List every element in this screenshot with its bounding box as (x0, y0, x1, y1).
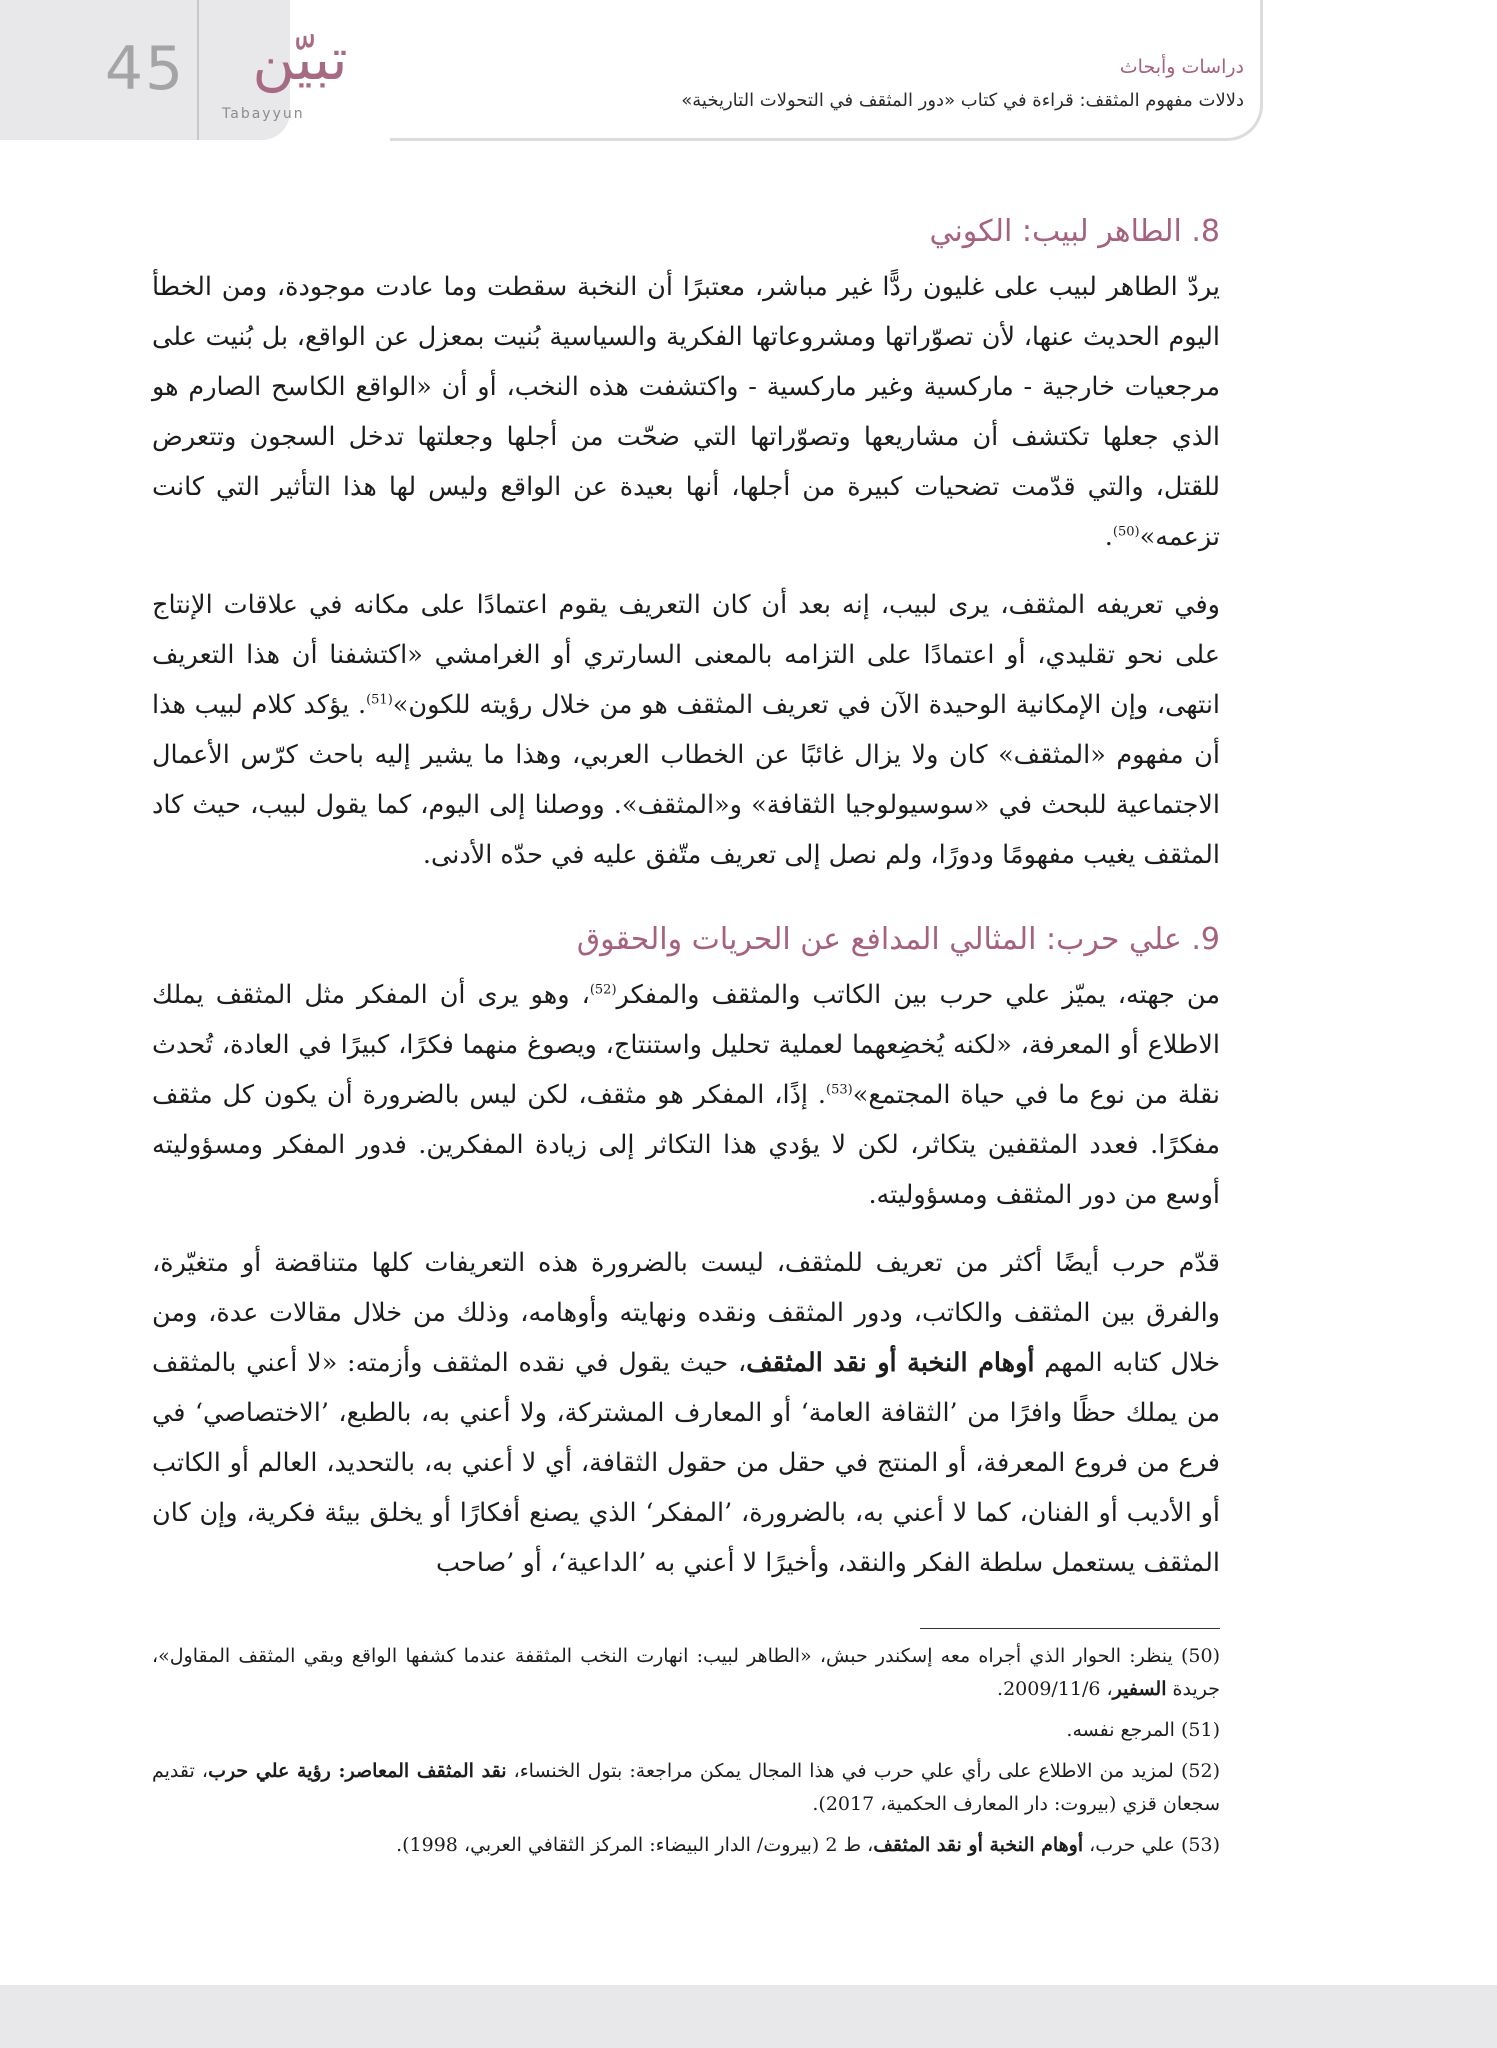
paragraph-text: . يؤكد كلام لبيب هذا أن مفهوم «المثقف» كان ولا يزال غائبًا عن الخطاب العربي، وهذا ما يشير إليه باحث كرّس الأعمال الاجتماعية للبحث في «سوسيولوجيا الثقافة» و«المثقف». ووصلنا إلى اليوم، كما يقول لبيب، حيث كاد المثقف يغيب مفهومًا ودورًا، ولم نصل إلى تعريف متّفق عليه في حدّه الأدنى. (152, 690, 1220, 870)
paragraph (152, 580, 1220, 880)
page-number: 45 (104, 34, 186, 104)
footnote-text: المرجع نفسه. (1066, 1719, 1175, 1741)
running-title: دلالات مفهوم المثقف: قراءة في كتاب «دور المثقف في التحولات التاريخية» (681, 90, 1244, 111)
footnote-text: ، ط 2 (بيروت/ الدار البيضاء: المركز الثقافي العربي، 1998). (396, 1834, 874, 1856)
footnote-bold: السفير (1112, 1678, 1167, 1700)
footnote (152, 1755, 1220, 1821)
logo-latin-text: Tabayyun (222, 106, 305, 122)
paragraph (152, 970, 1220, 1220)
footnote-number: (52) (1180, 1760, 1220, 1782)
tabayyun-logo (210, 24, 390, 134)
footnote-number: (53) (1180, 1834, 1220, 1856)
footnote-ref[interactable]: (50) (1112, 524, 1140, 540)
paragraph-text: ، وهو يرى أن المفكر مثل المثقف يملك الاطلاع أو المعرفة، «لكنه يُخضِعهما لعملية تحليل واستنتاج، ويصوغ منهما فكرًا، كبيرًا في العادة، تُحدث نقلة من نوع ما في حياة المجتمع» (152, 980, 1220, 1110)
paragraph-text: وفي تعريفه المثقف، يرى لبيب، إنه بعد أن كان التعريف يقوم اعتمادًا على مكانه في علاقات الإنتاج على نحو تقليدي، أو اعتمادًا على التزامه بالمعنى السارتري أو الغرامشي «اكتشفنا أن هذا التعريف انتهى، وإن الإمكانية الوحيدة الآن في تعريف المثقف هو من خلال رؤيته للكون» (152, 590, 1220, 720)
footnote-text: لمزيد من الاطلاع على رأي علي حرب في هذا المجال يمكن مراجعة: بتول الخنساء، (506, 1760, 1174, 1782)
footnote (152, 1640, 1220, 1706)
footnote-separator (920, 1628, 1220, 1629)
footnote-text: ، تقديم سجعان قزي (بيروت: دار المعارف الحكمية، 2017). (152, 1760, 1220, 1815)
section-heading: 8. الطاهر لبيب: الكوني (929, 214, 1220, 249)
footnote (152, 1829, 1220, 1862)
footnotes (152, 1640, 1220, 1870)
footnote (152, 1714, 1220, 1747)
footnote-text: ، 2009/11/6. (997, 1678, 1113, 1700)
footnote-text: ينظر: الحوار الذي أجراه معه إسكندر حبش، «الطاهر لبيب: انهارت النخب المثقفة عندما كشفها الواقع وبقي المثقف المقاول»، جريدة (152, 1645, 1220, 1700)
book-title: أوهام النخبة أو نقد المثقف (746, 1348, 1035, 1378)
header-divider (197, 0, 199, 140)
paragraph (152, 1238, 1220, 1588)
footnote-bold: نقد المثقف المعاصر: رؤية علي حرب (208, 1760, 507, 1782)
header-frame (390, 0, 1263, 141)
paragraph (152, 262, 1220, 562)
footnote-bold: أوهام النخبة أو نقد المثقف (873, 1834, 1084, 1856)
footnote-text: علي حرب، (1083, 1834, 1175, 1856)
footnote-ref[interactable]: (53) (826, 1082, 853, 1098)
footer-band (0, 1985, 1497, 2048)
section-label: دراسات وأبحاث (1119, 56, 1244, 78)
footnote-number: (51) (1180, 1719, 1220, 1741)
section-body (152, 970, 1220, 1588)
footnote-ref[interactable]: (52) (589, 982, 617, 998)
section-heading: 9. علي حرب: المثالي المدافع عن الحريات والحقوق (576, 922, 1220, 957)
paragraph-text: يردّ الطاهر لبيب على غليون ردًّا غير مباشر، معتبرًا أن النخبة سقطت وما عادت موجودة، ومن الخطأ اليوم الحديث عنها، لأن تصوّراتها ومشروعاتها الفكرية والسياسية بُنيت بمعزل عن الواقع، بل بُنيت على مرجعيات خارجية - ماركسية وغير ماركسية - واكتشفت هذه النخب، أو أن «الواقع الكاسح الصارم هو الذي جعلها تكتشف أن مشاريعها وتصوّراتها التي ضحّت من أجلها وجعلتها تدخل السجون وتتعرض للقتل، والتي قدّمت تضحيات كبيرة من أجلها، أنها بعيدة عن الواقع وليس لها هذا التأثير التي كانت تزعمه» (152, 272, 1220, 552)
paragraph-text: . (1104, 522, 1113, 552)
footnote-ref[interactable]: (51) (366, 692, 393, 708)
logo-arabic-text: تبيّن (252, 25, 348, 93)
section-body (152, 262, 1220, 880)
paragraph-text: ، حيث يقول في نقده المثقف وأزمته: «لا أعني بالمثقف من يملك حظًا وافرًا من ’الثقافة العامة‘ أو المعارف المشتركة، ولا أعني به، بالطبع، ’الاختصاصي‘ في فرع من فروع المعرفة، أو المنتج في حقل من حقول الثقافة، أي لا أعني به، بالتحديد، العالم أو الكاتب أو الأديب أو الفنان، كما لا أعني به، بالضرورة، ’المفكر‘ الذي يصنع أفكارًا أو يخلق بيئة فكرية، وإن كان المثقف يستعمل سلطة الفكر والنقد، وأخيرًا لا أعني به ’الداعية‘، أو ’صاحب (152, 1348, 1221, 1578)
paragraph-text: . إذًا، المفكر هو مثقف، لكن ليس بالضرورة أن يكون كل مثقف مفكرًا. فعدد المثقفين يتكاثر، لكن لا يؤدي هذا التكاثر إلى زيادة المفكرين. فدور المفكر ومسؤوليته أوسع من دور المثقف ومسؤوليته. (152, 1080, 1220, 1210)
paragraph-text: من جهته، يميّز علي حرب بين الكاتب والمثقف والمفكر (616, 980, 1221, 1010)
footnote-number: (50) (1180, 1645, 1220, 1667)
paragraph-text: قدّم حرب أيضًا أكثر من تعريف للمثقف، ليست بالضرورة هذه التعريفات كلها متناقضة أو متغيّرة، والفرق بين المثقف والكاتب، ودور المثقف ونقده ونهايته وأوهامه، وذلك من خلال مقالات عدة، ومن خلال كتابه المهم (152, 1248, 1220, 1378)
